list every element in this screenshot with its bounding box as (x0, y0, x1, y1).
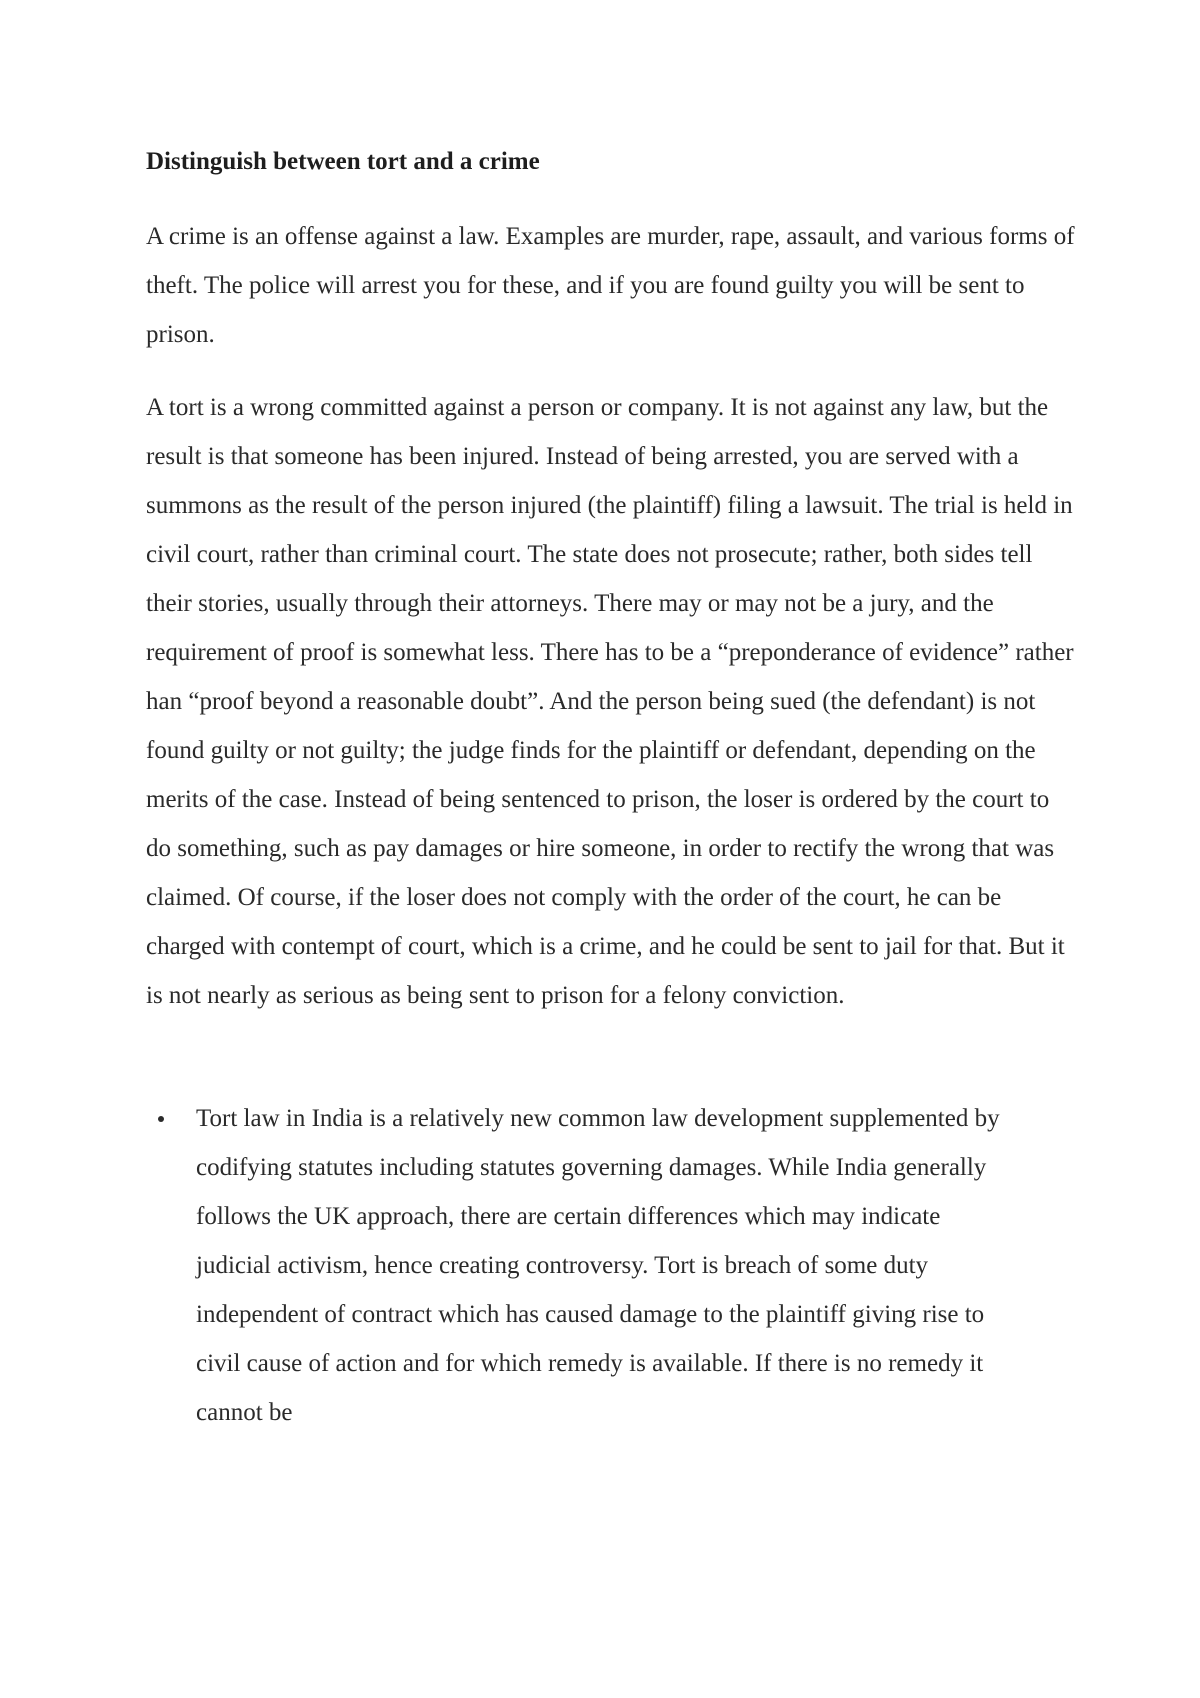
paragraph-crime-definition: A crime is an offense against a law. Examples are murder, rape, assault, and various forms of theft. The police will arrest you for these, and if you are found guilty you will be sent to prison. (146, 223, 1075, 348)
bullet-list (146, 1094, 1076, 1437)
bullet-icon (158, 1116, 164, 1122)
document-page (146, 142, 1076, 1437)
list-item (146, 1094, 1016, 1437)
paragraph-tort-definition: A tort is a wrong committed against a person or company. It is not against any law, but the result is that someone has been injured. Instead of being arrested, you are served with a summons as the result of the person injured (the plaintiff) filing a lawsuit. The trial is held in civil court, rather than criminal court. The state does not prosecute; rather, both sides tell their stories, usually through their attorneys. There may or may not be a jury, and the requirement of proof is somewhat less. There has to be a “preponderance of evidence” rather han “proof beyond a reasonable doubt”. And the person being sued (the defendant) is not found guilty or not guilty; the judge finds for the plaintiff or defendant, depending on the merits of the case. Instead of being sentenced to prison, the loser is ordered by the court to do something, such as pay damages or hire someone, in order to rectify the wrong that was claimed. Of course, if the loser does not comply with the order of the court, he can be charged with contempt of court, which is a crime, and he could be sent to jail for that. But it is not nearly as serious as being sent to prison for a felony conviction. (146, 394, 1074, 1009)
list-item-text: Tort law in India is a relatively new common law development supplemented by codifying statutes including statutes governing damages. While India generally follows the UK approach, there are certain differences which may indicate judicial activism, hence creating controversy. Tort is breach of some duty independent of contract which has caused damage to the plaintiff giving rise to civil cause of action and for which remedy is available. If there is no remedy it cannot be (196, 1105, 1000, 1426)
document-title: Distinguish between tort and a crime (146, 148, 540, 175)
